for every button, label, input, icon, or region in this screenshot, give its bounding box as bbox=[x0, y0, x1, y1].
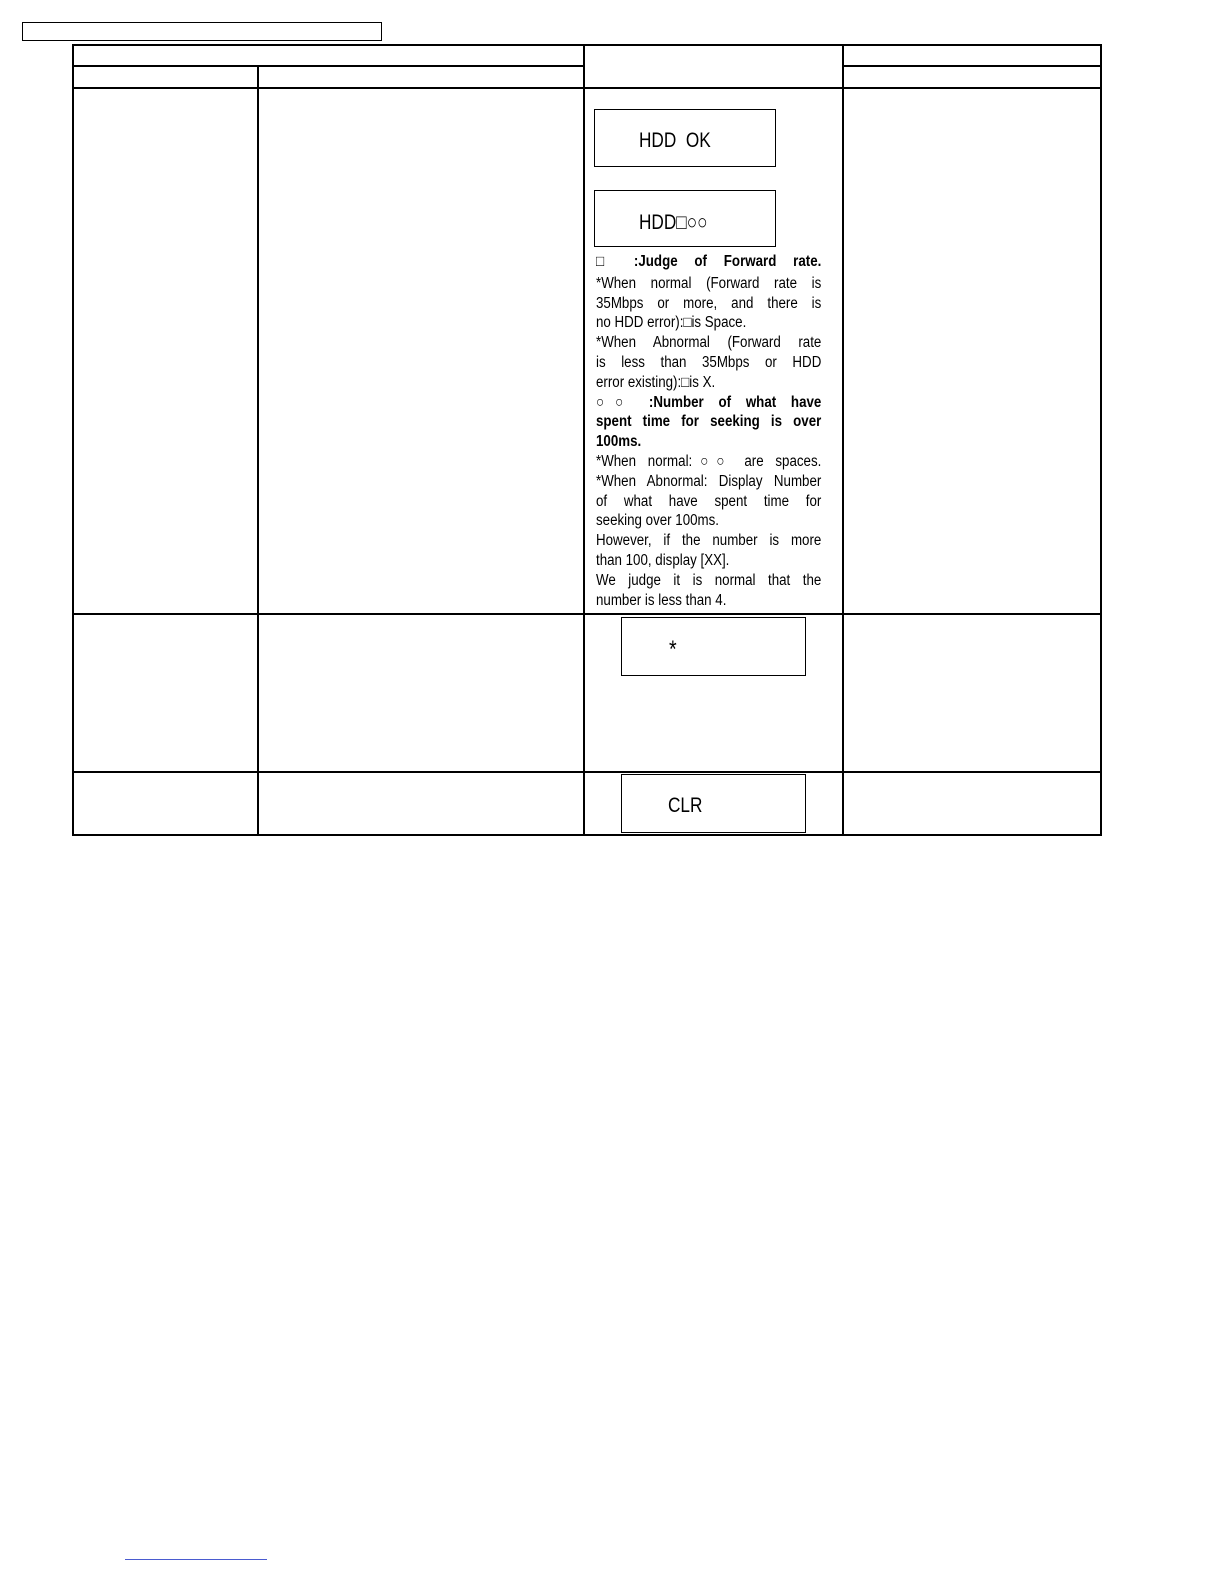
note-line: 100ms. bbox=[596, 433, 642, 451]
note-line: *When Abnormal: Display Number bbox=[596, 472, 822, 490]
header-box bbox=[22, 22, 382, 41]
note-line: is less than 35Mbps or HDD bbox=[596, 353, 822, 371]
note-line: We judge it is normal that the bbox=[596, 571, 822, 589]
row-2-bottom-rule bbox=[72, 771, 1102, 773]
note-line: of what have spent time for bbox=[596, 492, 822, 510]
note-line: than 100, display [XX]. bbox=[596, 551, 730, 569]
note-line: error existing):□is X. bbox=[596, 373, 716, 391]
table-top-rule bbox=[72, 44, 1102, 46]
table-right-rule bbox=[1100, 44, 1102, 836]
note-line: However, if the number is more bbox=[596, 532, 822, 550]
note-line: seeking over 100ms. bbox=[596, 512, 720, 530]
col-1-rule bbox=[257, 65, 259, 836]
note-line: *When normal:○○ are spaces. bbox=[596, 452, 822, 470]
note-line: □ :Judge of Forward rate. bbox=[596, 253, 822, 270]
display-asterisk bbox=[621, 617, 806, 676]
col-3-rule bbox=[842, 44, 844, 836]
row-1-bottom-rule bbox=[72, 613, 1102, 615]
note-line: ○○ :Number of what have bbox=[596, 393, 822, 411]
table-left-rule bbox=[72, 44, 74, 836]
note-line: 35Mbps or more, and there is bbox=[596, 294, 822, 312]
hdd-notes bbox=[596, 252, 822, 610]
note-line: *When normal (Forward rate is bbox=[596, 274, 822, 292]
header-bottom-rule bbox=[72, 87, 1102, 89]
display-hdd-status bbox=[594, 190, 776, 247]
note-line: no HDD error):□is Space. bbox=[596, 314, 747, 332]
header-row-rule-right bbox=[843, 65, 1102, 67]
display-hdd-status-text: HDD□○○ bbox=[639, 211, 708, 234]
display-clr-text: CLR bbox=[668, 794, 703, 817]
display-hdd-ok bbox=[594, 109, 776, 167]
footer-link[interactable] bbox=[125, 1552, 267, 1560]
note-line: number is less than 4. bbox=[596, 591, 727, 609]
header-row-rule-left bbox=[72, 65, 584, 67]
display-hdd-ok-text: HDD OK bbox=[639, 129, 711, 152]
note-line: spent time for seeking is over bbox=[596, 413, 822, 431]
note-line: *When Abnormal (Forward rate bbox=[596, 334, 822, 352]
display-asterisk-text: * bbox=[669, 636, 677, 663]
table-bottom-rule bbox=[72, 834, 1102, 836]
display-clr bbox=[621, 774, 806, 833]
col-2-rule bbox=[583, 44, 585, 836]
